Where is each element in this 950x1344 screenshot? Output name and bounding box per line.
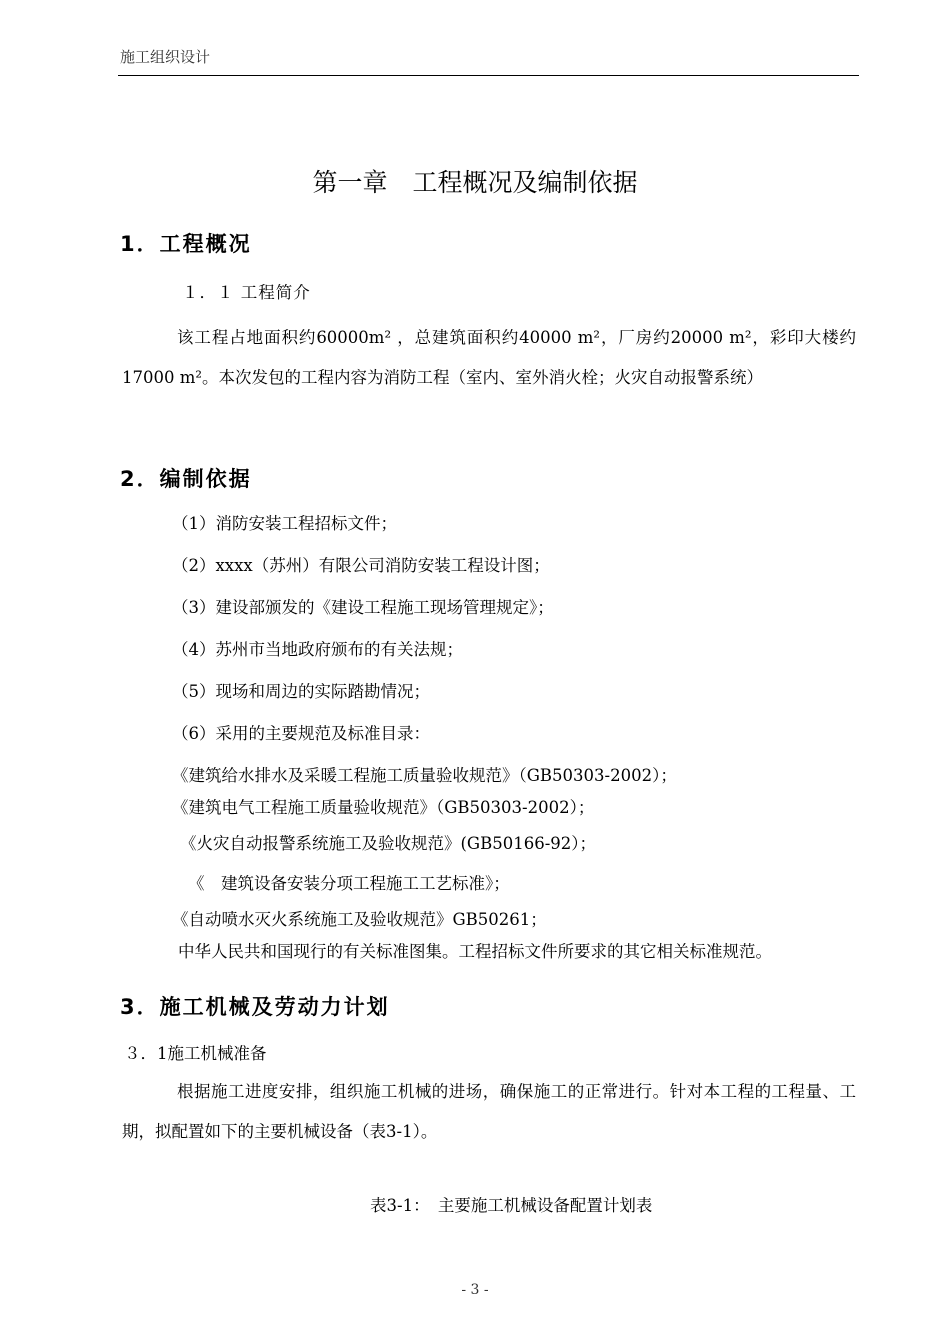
table-caption: 表3-1： 主要施工机械设备配置计划表 — [370, 1196, 653, 1215]
standard-item-6: 中华人民共和国现行的有关标准图集。工程招标文件所要求的其它相关标准规范。 — [178, 942, 772, 961]
section-3-1-heading: ３．1施工机械准备 — [124, 1044, 267, 1063]
standard-item-2: 《建筑电气工程施工质量验收规范》（GB50303-2002）； — [172, 798, 595, 817]
standard-item-5: 《自动喷水灭火系统施工及验收规范》GB50261； — [172, 910, 547, 929]
section-3-1-paragraph: 根据施工进度安排，组织施工机械的进场，确保施工的正常进行。针对本工程的工程量、工期，拟配置如下的主要机械设备（表3-1）。 — [122, 1082, 856, 1141]
basis-item-6: （6）采用的主要规范及标准目录： — [172, 724, 430, 743]
basis-item-1: （1）消防安装工程招标文件； — [172, 514, 397, 533]
basis-item-3: （3）建设部颁发的《建设工程施工现场管理规定》； — [172, 598, 554, 617]
basis-item-4: （4）苏州市当地政府颁布的有关法规； — [172, 640, 463, 659]
header-divider — [118, 75, 859, 76]
chapter-title: 第一章 工程概况及编制依据 — [312, 168, 638, 197]
section-1-heading: 1．工程概况 — [120, 232, 252, 256]
basis-item-5: （5）现场和周边的实际踏勘情况； — [172, 682, 430, 701]
section-3-heading: 3．施工机械及劳动力计划 — [120, 995, 390, 1019]
page-number: - 3 - — [461, 1282, 489, 1298]
standard-item-1: 《建筑给水排水及采暖工程施工质量验收规范》（GB50303-2002）； — [172, 766, 677, 785]
standard-item-3: 《火灾自动报警系统施工及验收规范》(GB50166-92）； — [180, 834, 597, 853]
section-2-heading: 2．编制依据 — [120, 467, 252, 491]
section-1-1-paragraph: 该工程占地面积约60000m² ，总建筑面积约40000 m²，厂房约20000 m²，彩印大楼约17000 m²。本次发包的工程内容为消防工程（室内、室外消火栓；火灾自动报警系统） — [122, 328, 856, 387]
basis-item-2: （2）xxxx（苏州）有限公司消防安装工程设计图； — [172, 556, 550, 575]
page-header-title: 施工组织设计 — [120, 48, 211, 66]
section-1-1-heading: １．１ 工程简介 — [182, 283, 311, 302]
standard-item-4: 《 建筑设备安装分项工程施工工艺标准》； — [188, 874, 510, 893]
